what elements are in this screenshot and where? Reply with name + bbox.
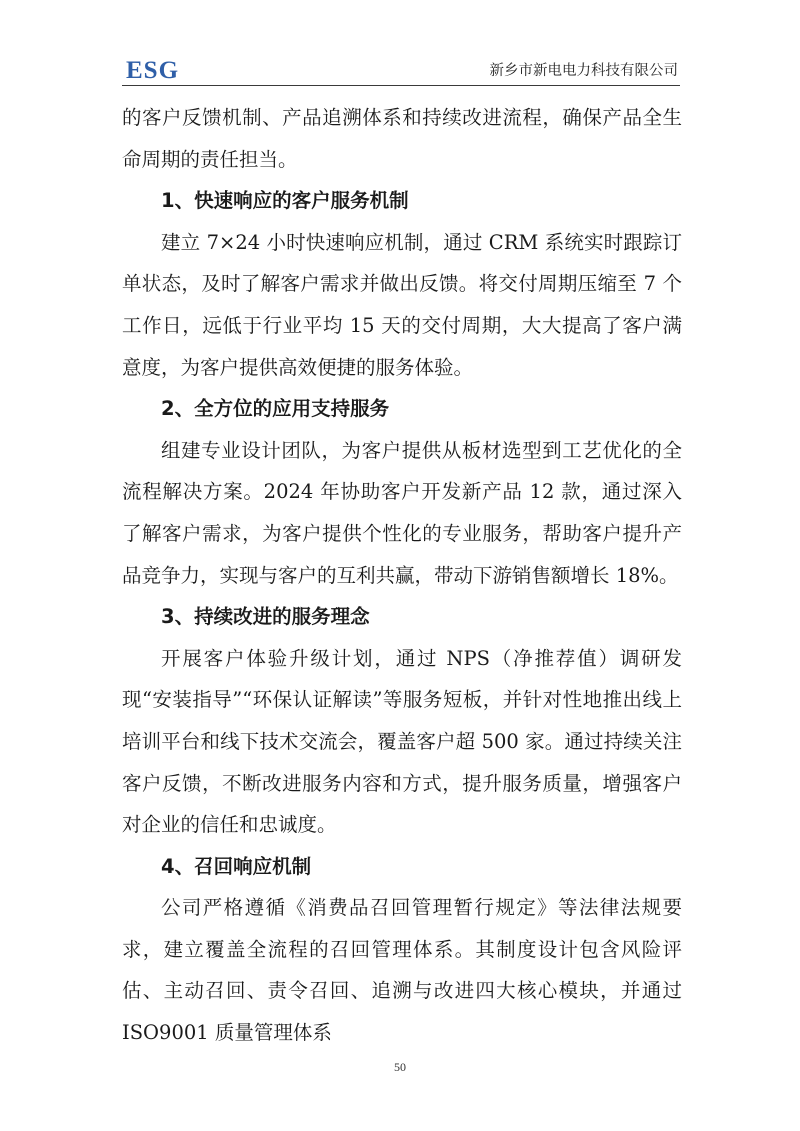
section-heading-1: 1、快速响应的客户服务机制 [161,189,409,213]
section-paragraph-1: 建立 7×24 小时快速响应机制，通过 CRM 系统实时跟踪订单状态，及时了解客户需求并做出反馈。将交付周期压缩至 7 个工作日，远低于行业平均 15 天的交付周期，大大提高了客户满意度，为客户提供高效便捷的服务体验。 [122,230,682,379]
section-paragraph-3: 开展客户体验升级计划，通过 NPS（净推荐值）调研发现“安装指导”“环保认证解读”等服务短板，并针对性地推出线上培训平台和线下技术交流会，覆盖客户超 500 家。通过持续关注客户反馈，不断改进服务内容和方式，提升服务质量，增强客户对企业的信任和忠诚度。 [122,646,682,837]
document-body [122,97,682,1054]
company-name: 新乡市新电电力科技有限公司 [489,63,678,79]
section-paragraph-4: 公司严格遵循《消费品召回管理暂行规定》等法律法规要求，建立覆盖全流程的召回管理体系。其制度设计包含风险评估、主动召回、责令召回、追溯与改进四大核心模块，并通过 ISO9001 质量管理体系 [122,896,682,1045]
section-heading-4: 4、召回响应机制 [161,854,312,878]
page-number: 50 [394,1060,406,1074]
page-header [122,55,680,86]
esg-logo: ESG [126,57,180,84]
intro-continuation-paragraph: 的客户反馈机制、产品追溯体系和持续改进流程，确保产品全生命周期的责任担当。 [122,106,682,171]
section-heading-3: 3、持续改进的服务理念 [161,605,370,629]
section-paragraph-2: 组建专业设计团队，为客户提供从板材选型到工艺优化的全流程解决方案。2024 年协助客户开发新产品 12 款，通过深入了解客户需求，为客户提供个性化的专业服务，帮助客户提升产品竞争力，实现与客户的互利共赢，带动下游销售额增长 18%。 [122,438,682,587]
section-heading-2: 2、全方位的应用支持服务 [161,397,390,421]
